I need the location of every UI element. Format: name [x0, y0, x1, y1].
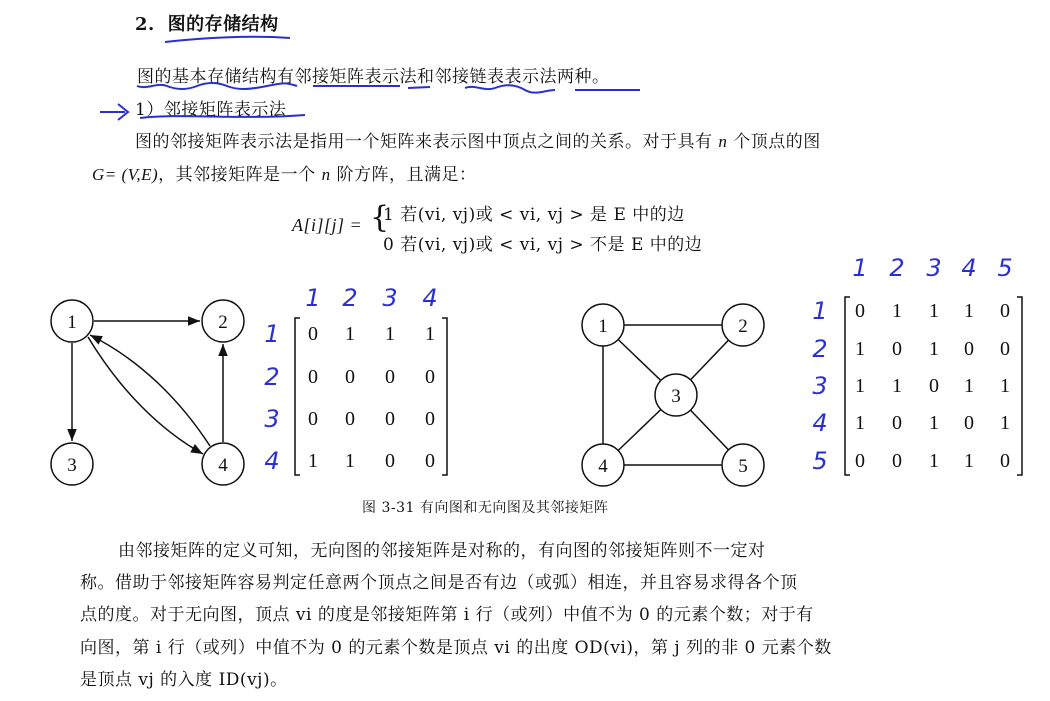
hand-row-label: 5	[812, 447, 828, 475]
hand-col-label: 2	[342, 284, 358, 312]
svg-text:3: 3	[671, 386, 681, 407]
matrix-cell: 1	[345, 450, 355, 472]
formula-brace: {	[370, 200, 390, 235]
node-1	[51, 300, 93, 342]
node-2	[202, 300, 244, 342]
directed-graph-edges	[72, 321, 223, 454]
matrix-cell: 0	[385, 450, 395, 472]
matrix-cell: 0	[892, 450, 902, 472]
formula-case2: 0 若(vi, vj)或 < vi, vj > 不是 E 中的边	[383, 235, 703, 255]
matrix-cell: 0	[964, 412, 974, 434]
hand-col-label: 5	[997, 254, 1013, 282]
formula-case1: 1 若(vi, vj)或 < vi, vj > 是 E 中的边	[383, 205, 685, 225]
matrix-cell: 0	[425, 450, 435, 472]
node-3	[51, 443, 93, 485]
matrix-cell: 1	[964, 450, 974, 472]
matrix-cell: 1	[855, 338, 865, 360]
matrix-cell: 0	[385, 408, 395, 430]
text: 图的邻接矩阵表示法是指用一个矩阵来表示图中顶点之间的关系。对于具有	[135, 132, 719, 152]
matrix-cell: 1	[892, 300, 902, 322]
svg-text:4: 4	[218, 455, 228, 476]
matrix-cell: 0	[855, 300, 865, 322]
svg-text:2: 2	[738, 316, 748, 337]
para2-line: 向图，第 i 行（或列）中值不为 0 的元素个数是顶点 vi 的出度 OD(vi)，第 j 列的非 0 元素个数	[80, 638, 832, 658]
hand-row-label: 2	[812, 335, 828, 363]
node-2	[722, 304, 764, 346]
matrix-cell: 1	[929, 412, 939, 434]
hand-row-label: 4	[812, 409, 828, 437]
svg-text:3: 3	[67, 455, 77, 476]
matrix-cell: 0	[1000, 300, 1010, 322]
figure-caption: 图 3-31 有向图和无向图及其邻接矩阵	[362, 500, 609, 516]
matrix-cell: 0	[308, 323, 318, 345]
matrix-cell: 0	[855, 450, 865, 472]
matrix-cell: 1	[855, 375, 865, 397]
graph-def: G= (V,E)	[92, 165, 159, 184]
matrix-cell: 1	[964, 375, 974, 397]
para2-line: 称。借助于邻接矩阵容易判定任意两个顶点之间是否有边（或弧）相连，并且容易求得各个顶	[80, 573, 798, 593]
matrix-cell: 0	[425, 366, 435, 388]
hand-col-label: 2	[889, 254, 905, 282]
matrix-cell: 0	[1000, 450, 1010, 472]
matrix-cell: 0	[1000, 338, 1010, 360]
svg-text:1: 1	[598, 316, 608, 337]
hand-row-label: 1	[264, 320, 280, 348]
node-5	[722, 444, 764, 486]
formula-lhs: A[i][j] =	[292, 215, 363, 235]
node-1	[582, 304, 624, 346]
matrix-cell: 0	[308, 408, 318, 430]
matrix-cell: 0	[308, 366, 318, 388]
svg-text:4: 4	[598, 456, 608, 477]
matrix-cell: 1	[385, 323, 395, 345]
matrix-cell: 1	[929, 300, 939, 322]
hand-row-label: 3	[812, 372, 828, 400]
matrix-cell: 1	[425, 323, 435, 345]
matrix-cell: 1	[855, 412, 865, 434]
matrix-cell: 1	[929, 450, 939, 472]
text: 个顶点的图	[727, 132, 821, 152]
hand-col-label: 1	[852, 254, 868, 282]
para2-line: 由邻接矩阵的定义可知，无向图的邻接矩阵是对称的，有向图的邻接矩阵则不一定对	[118, 541, 766, 561]
para2-line: 点的度。对于无向图，顶点 vi 的度是邻接矩阵第 i 行（或列）中值不为 0 的元素个数；对于有	[80, 605, 814, 625]
heading-title: 图的存储结构	[167, 14, 279, 35]
hand-row-label: 4	[264, 447, 280, 475]
intro-text: 图的基本存储结构有邻接矩阵表示法和邻接链表表示法两种。	[137, 67, 610, 87]
hand-col-label: 3	[382, 284, 398, 312]
matrix-cell: 1	[964, 300, 974, 322]
hand-row-label: 2	[264, 363, 280, 391]
undirected-matrix	[812, 254, 1022, 475]
matrix-cell: 1	[345, 323, 355, 345]
undirected-graph-nodes	[582, 304, 764, 486]
matrix-cell: 1	[1000, 412, 1010, 434]
matrix-cell: 1	[929, 338, 939, 360]
matrix-cell: 0	[345, 366, 355, 388]
matrix-cell: 0	[892, 338, 902, 360]
svg-text:1: 1	[67, 312, 77, 333]
text: 阶方阵，且满足：	[330, 165, 477, 185]
var-n: n	[321, 165, 331, 184]
hand-col-label: 1	[305, 284, 321, 312]
matrix-cell: 0	[385, 366, 395, 388]
subheading: 1）邻接矩阵表示法	[135, 100, 287, 120]
node-4	[202, 443, 244, 485]
matrix-cell: 0	[892, 412, 902, 434]
matrix-cell: 0	[929, 375, 939, 397]
var-n: n	[718, 132, 728, 151]
text: ，其邻接矩阵是一个	[158, 165, 322, 185]
matrix-cell: 1	[308, 450, 318, 472]
hand-col-label: 4	[422, 284, 438, 312]
matrix-cell: 1	[892, 375, 902, 397]
hand-col-label: 4	[961, 254, 977, 282]
handwritten-annotations	[100, 37, 640, 120]
para2-line: 是顶点 vj 的入度 ID(vj)。	[80, 670, 288, 690]
hand-row-label: 1	[812, 297, 828, 325]
matrix-cell: 0	[345, 408, 355, 430]
node-4	[582, 444, 624, 486]
node-3	[655, 374, 697, 416]
hand-row-label: 3	[264, 405, 280, 433]
directed-matrix	[264, 284, 447, 475]
matrix-cell: 0	[425, 408, 435, 430]
svg-text:5: 5	[738, 456, 748, 477]
svg-text:2: 2	[218, 312, 228, 333]
directed-graph-nodes	[51, 300, 244, 485]
heading-number: 2.	[135, 14, 155, 35]
matrix-cell: 1	[1000, 375, 1010, 397]
matrix-cell: 0	[964, 338, 974, 360]
hand-col-label: 3	[926, 254, 942, 282]
